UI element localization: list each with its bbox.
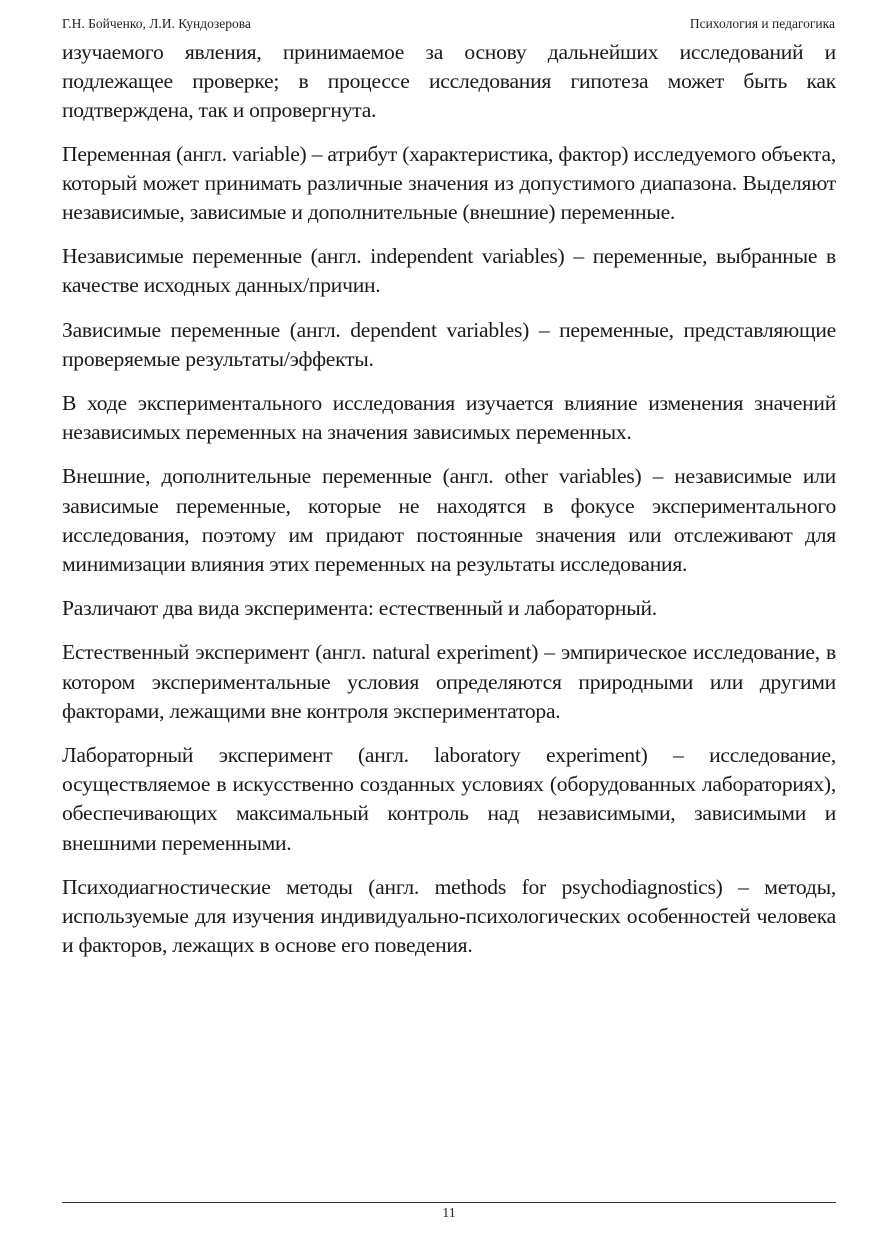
- paragraph-natural-experiment: Естественный эксперимент (англ. natural experiment) – эмпирическое исследование, в котором экспериментальные условия определяются природными или другими факторами, лежащими вне контроля экспериментатора.: [62, 640, 836, 723]
- running-header: [62, 16, 835, 36]
- header-subject: Психология и педагогика: [689, 16, 835, 31]
- paragraph-variable: Переменная (англ. variable) – атрибут (характеристика, фактор) исследуемого объекта, который может принимать различные значения из допустимого диапазона. Выделяют независимые, зависимые и дополнительные (внешние) переменные.: [62, 141, 836, 225]
- header-authors: Г.Н. Бойченко, Л.И. Кундозерова: [62, 16, 251, 31]
- paragraph-dependent-variables: Зависимые переменные (англ. dependent variables) – переменные, представляющие проверяемые результаты/эффекты.: [62, 317, 836, 371]
- page-number: 11: [442, 1206, 456, 1221]
- paragraph-laboratory-experiment: Лабораторный эксперимент (англ. laboratory experiment) – исследование, осуществляемое в искусственно созданных условиях (оборудованных лабораториях), обеспечивающих максимальный контроль над независимыми, зависимыми и внешними переменными.: [62, 743, 836, 855]
- paragraph-psychodiagnostic-methods: Психодиагностические методы (англ. methods for psychodiagnostics) – методы, используемые для изучения индивидуально-психологических особенностей человека и факторов, лежащих в основе его поведения.: [62, 874, 836, 958]
- footer-divider: [62, 1202, 836, 1203]
- body-text: [62, 38, 836, 975]
- paragraph-other-variables: Внешние, дополнительные переменные (англ. other variables) – независимые или зависимые переменные, которые не находятся в фокусе экспериментального исследования, поэтому им придают постоянные значения или отслеживают для минимизации влияния этих переменных на результаты исследования.: [62, 464, 836, 577]
- paragraph-independent-variables: Независимые переменные (англ. independent variables) – переменные, выбранные в качестве исходных данных/причин.: [62, 244, 836, 298]
- paragraph-experimental-study: В ходе экспериментального исследования изучается влияние изменения значений независимых переменных на значения зависимых переменных.: [62, 391, 836, 445]
- paragraph-experiment-types: Различают два вида эксперимента: естественный и лабораторный.: [62, 596, 657, 621]
- paragraph-hypothesis-end: изучаемого явления, принимаемое за основу дальнейших исследований и подлежащее проверке; в процессе исследования гипотеза может быть как подтверждена, так и опровергнута.: [62, 40, 836, 123]
